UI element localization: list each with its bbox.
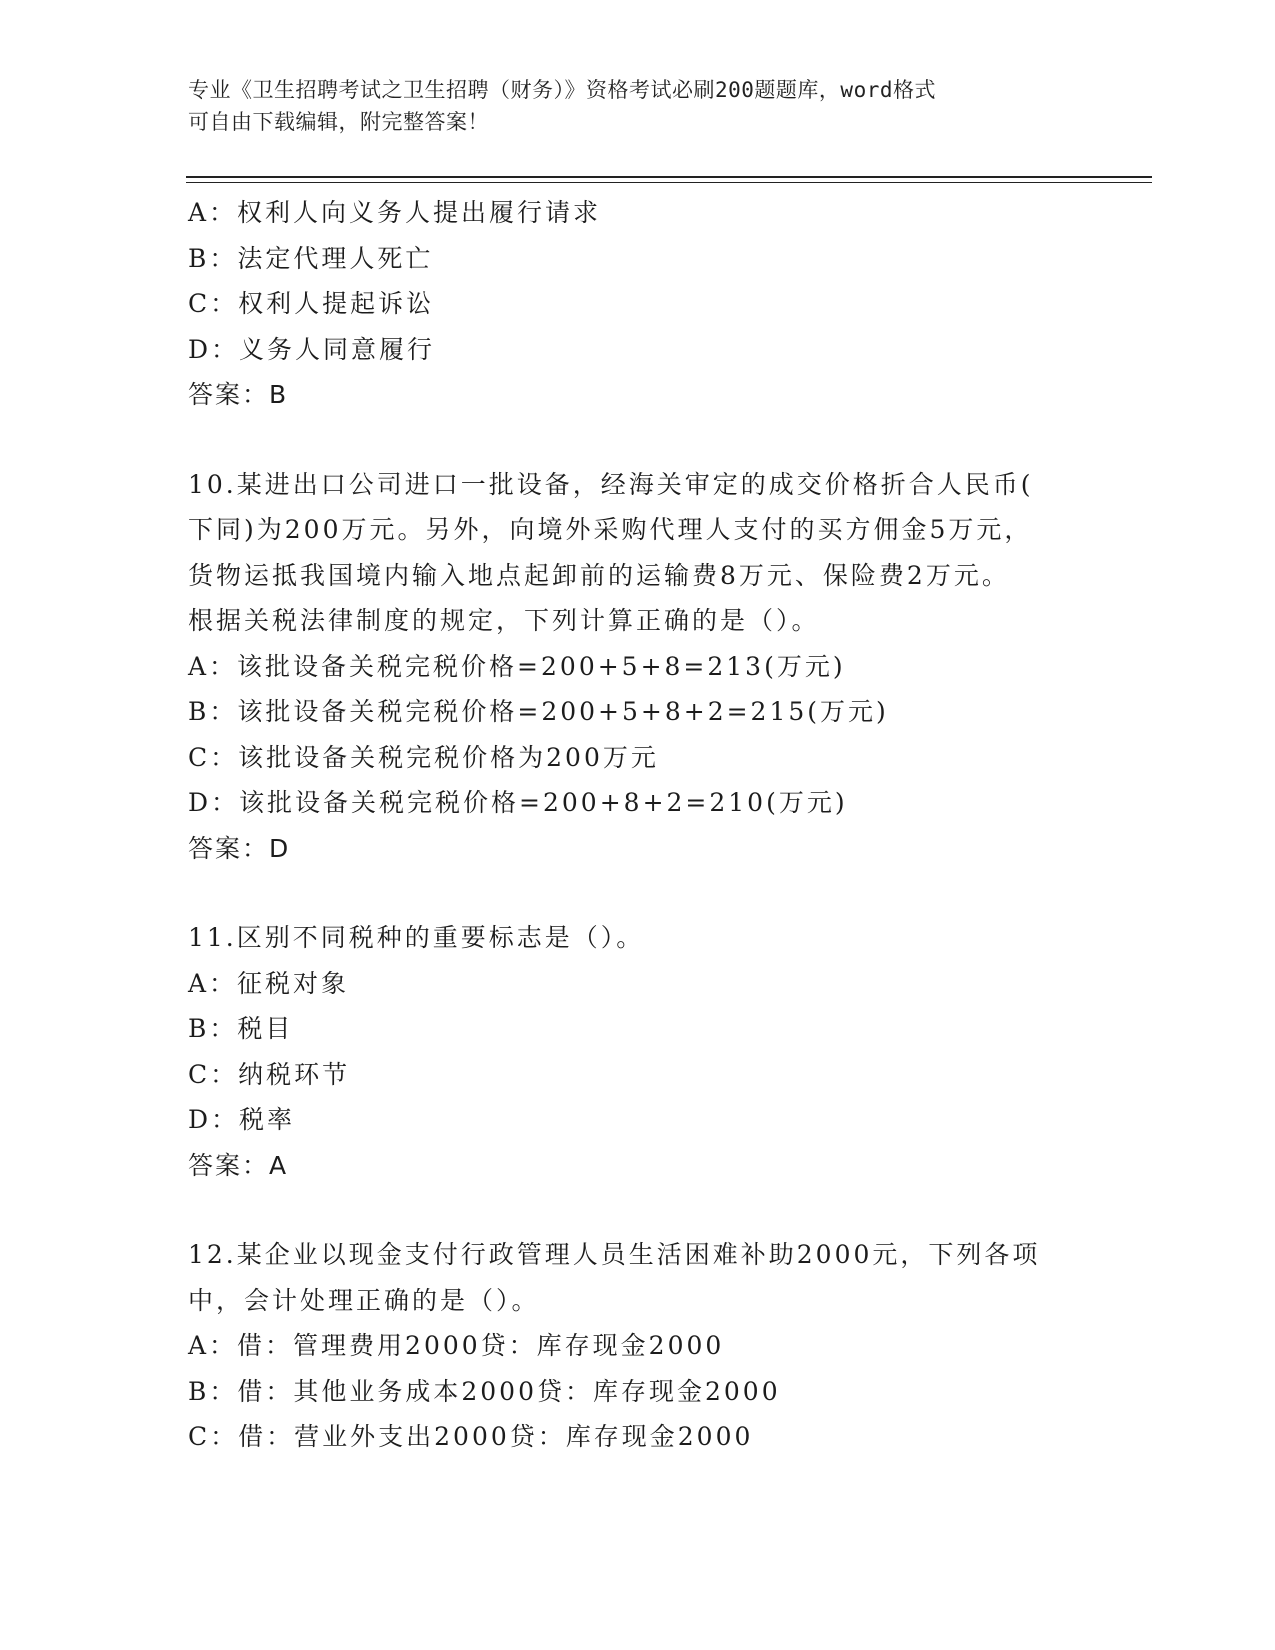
option-a: A：借：管理费用2000贷：库存现金2000 [188, 1331, 725, 1360]
answer-line: 答案：A [188, 1150, 289, 1180]
option-c: C：纳税环节 [188, 1059, 351, 1089]
option-b: B：该批设备关税完税价格=200+5+8+2=215(万元) [188, 697, 889, 726]
option-d: D：义务人同意履行 [188, 334, 436, 364]
question-11 [188, 915, 1088, 1188]
question-text-line: 11.区别不同税种的重要标志是（）。 [188, 923, 645, 952]
header-line-2: 可自由下载编辑，附完整答案！ [188, 110, 489, 134]
page-header [188, 74, 1068, 138]
header-divider-thick [186, 176, 1152, 178]
option-b: B：税目 [188, 1014, 294, 1043]
question-9 [188, 190, 1088, 418]
option-a: A：权利人向义务人提出履行请求 [188, 198, 602, 227]
spacer [188, 418, 1088, 462]
question-text-line: 10.某进出口公司进口一批设备，经海关审定的成交价格折合人民币( [188, 469, 1034, 499]
question-text-line: 12.某企业以现金支付行政管理人员生活困难补助2000元，下列各项 [188, 1240, 1041, 1269]
question-text-line: 货物运抵我国境内输入地点起卸前的运输费8万元、保险费2万元。 [188, 560, 1010, 590]
option-d: D：税率 [188, 1105, 296, 1134]
header-line-1: 专业《卫生招聘考试之卫生招聘（财务）》资格考试必刷200题题库，word格式 [188, 78, 936, 102]
answer-line: 答案：B [188, 380, 289, 409]
question-text-line: 下同)为200万元。另外，向境外采购代理人支付的买方佣金5万元， [188, 515, 1033, 544]
answer-line: 答案：D [188, 833, 291, 863]
option-d: D：该批设备关税完税价格=200+8+2=210(万元) [188, 788, 848, 817]
option-a: A：征税对象 [188, 968, 350, 998]
option-b: B：法定代理人死亡 [188, 243, 434, 273]
option-c: C：该批设备关税完税价格为200万元 [188, 742, 659, 772]
option-c: C：权利人提起诉讼 [188, 289, 435, 318]
question-10 [188, 462, 1088, 872]
question-text-line: 根据关税法律制度的规定，下列计算正确的是（）。 [188, 606, 820, 635]
spacer [188, 871, 1088, 915]
option-c: C：借：营业外支出2000贷：库存现金2000 [188, 1422, 754, 1451]
question-text-line: 中，会计处理正确的是（）。 [188, 1285, 540, 1315]
option-a: A：该批设备关税完税价格=200+5+8=213(万元) [188, 651, 846, 681]
spacer [188, 1188, 1088, 1232]
header-divider-thin [186, 182, 1152, 183]
option-b: B：借：其他业务成本2000贷：库存现金2000 [188, 1376, 781, 1406]
question-list [188, 190, 1088, 1460]
question-12 [188, 1232, 1088, 1460]
